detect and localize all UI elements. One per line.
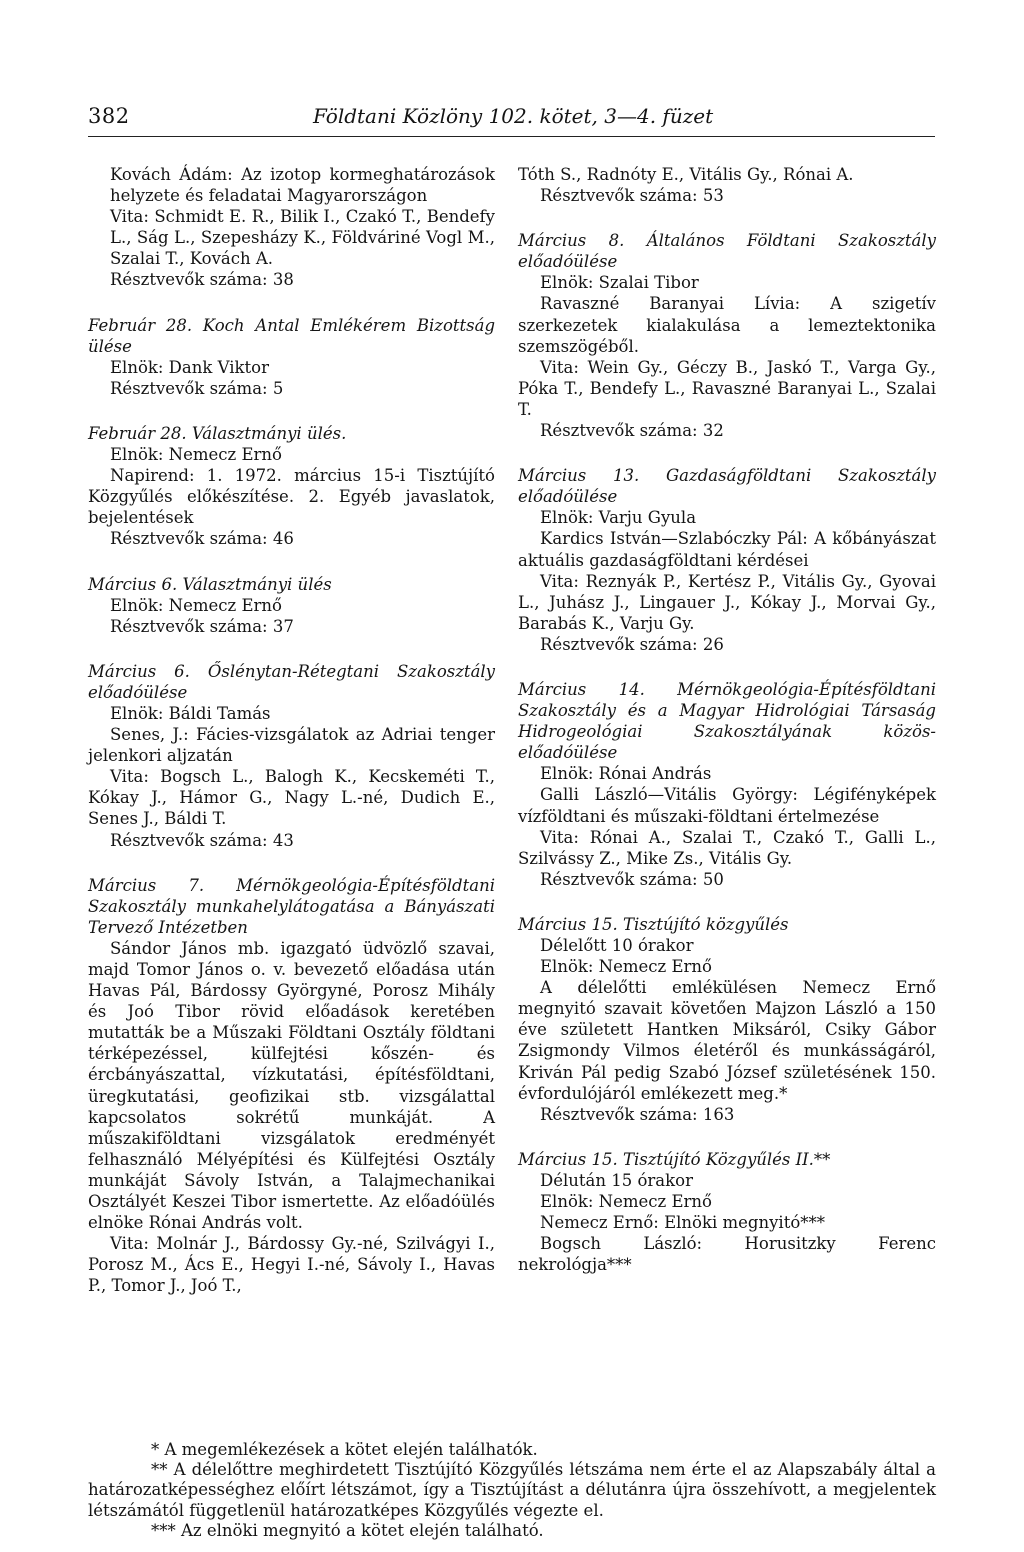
right-column bbox=[518, 164, 936, 1414]
participant-count: Résztvevők száma: 50 bbox=[540, 869, 724, 889]
page-header bbox=[88, 100, 935, 137]
agenda-text: Napirend: 1. 1972. március 15-i Tisztújító Közgyűlés előkészítése. 2. Egyéb javaslatok, bejelentések bbox=[88, 466, 495, 528]
chair-line: Elnök: Báldi Tamás bbox=[110, 703, 271, 723]
participant-count: Résztvevők száma: 26 bbox=[540, 634, 724, 654]
chair-line: Elnök: Varju Gyula bbox=[540, 508, 697, 528]
discussion-list: Vita: Reznyák P., Kertész P., Vitális Gy., Gyovai L., Juhász J., Lingauer J., Kókay J., Morvai Gy., Barabás K., Varju Gy. bbox=[518, 571, 936, 633]
lecture-title: Ravaszné Baranyai Lívia: A szigetív szerkezetek kialakulása a lemeztektonika szemszögéből. bbox=[518, 294, 936, 356]
time-line: Délután 15 órakor bbox=[540, 1170, 693, 1190]
entry-mar15-general-assembly-afternoon bbox=[518, 1149, 936, 1276]
discussion-list: Vita: Molnár J., Bárdossy Gy.-né, Szilvágyi I., Porosz M., Ács E., Hegyi I.-né, Sávoly I., Havas P., Tomor J., Joó T., bbox=[88, 1234, 495, 1296]
participant-count: Résztvevők száma: 43 bbox=[110, 830, 294, 850]
entry-feb28-board-meeting bbox=[88, 423, 495, 550]
entry-kovach-lecture bbox=[88, 164, 495, 291]
chair-line: Elnök: Nemecz Ernő bbox=[540, 957, 712, 977]
entry-mar15-general-assembly-morning bbox=[518, 914, 936, 1125]
memorial-report-text: A délelőtti emlékülésen Nemecz Ernő megnyitó szavait követően Majzon László a 150 éve született Hantken Miksáról, Csiky Gábor Zsigmondy Vilmos életéről és munkásságáról, Kriván Pál pedig Szabó József születésének 150. évfordulójáról emlékezett meg.* bbox=[518, 978, 936, 1103]
agenda-item: Nemecz Ernő: Elnöki megnyitó*** bbox=[540, 1213, 826, 1233]
entry-heading: Február 28. Választmányi ülés. bbox=[88, 423, 347, 443]
participant-count: Résztvevők száma: 5 bbox=[110, 378, 284, 398]
lecture-title: Senes, J.: Fácies-vizsgálatok az Adriai tenger jelenkori aljzatán bbox=[88, 725, 495, 766]
footnotes bbox=[88, 1440, 936, 1541]
discussion-list: Vita: Bogsch L., Balogh K., Kecskeméti T., Kókay J., Hámor G., Nagy L.-né, Dudich E., Senes J., Báldi T. bbox=[88, 767, 495, 829]
entry-mar8-general-geology bbox=[518, 230, 936, 441]
footnote-3: *** Az elnöki megnyitó a kötet elején található. bbox=[151, 1520, 544, 1540]
lecture-title: Kardics István—Szlabóczky Pál: A kőbányászat aktuális gazdaságföldtani kérdései bbox=[518, 529, 936, 570]
discussion-list-continued: Tóth S., Radnóty E., Vitális Gy., Rónai A. bbox=[518, 165, 854, 184]
participant-count: Résztvevők száma: 46 bbox=[110, 529, 294, 549]
entry-heading: Március 7. Mérnökgeológia-Építésföldtani Szakosztály munkahelylátogatása a Bányászati Tervező Intézetben bbox=[88, 875, 495, 937]
lecture-title: Galli László—Vitális György: Légifényképek vízföldtani és műszaki-földtani értelmezése bbox=[518, 785, 936, 826]
participant-count: Résztvevők száma: 38 bbox=[110, 270, 294, 290]
discussion-list: Vita: Schmidt E. R., Bilik I., Czakó T., Bendefy L., Ság L., Szepesházy K., Földváriné Vogl M., Szalai T., Kovách A. bbox=[110, 207, 495, 269]
entry-mar7-continuation bbox=[518, 164, 936, 206]
participant-count: Résztvevők száma: 37 bbox=[110, 616, 294, 636]
footnote-2: ** A délelőttre meghirdetett Tisztújító Közgyűlés létszáma nem érte el az Alapszabály által a határozatképességhez előírt létszámot, így a Tisztújítást a délutánra újra összehívott, a megjelentek létszámától függetlenül határozatképes Közgyűlés végezte el. bbox=[88, 1460, 936, 1520]
chair-line: Elnök: Rónai András bbox=[540, 764, 712, 784]
chair-line: Elnök: Nemecz Ernő bbox=[110, 595, 282, 615]
chair-line: Elnök: Nemecz Ernő bbox=[110, 445, 282, 465]
entry-mar7-site-visit bbox=[88, 875, 495, 1297]
entry-mar6-board-meeting bbox=[88, 574, 495, 637]
participant-count: Résztvevők száma: 53 bbox=[540, 186, 724, 206]
chair-line: Elnök: Nemecz Ernő bbox=[540, 1192, 712, 1212]
agenda-item: Bogsch László: Horusitzky Ferenc nekrológja*** bbox=[518, 1234, 936, 1275]
left-column bbox=[88, 164, 495, 1414]
chair-line: Elnök: Szalai Tibor bbox=[540, 273, 699, 293]
entry-heading: Március 15. Tisztújító közgyűlés bbox=[518, 914, 789, 934]
entry-heading: Március 8. Általános Földtani Szakosztály előadóülése bbox=[518, 231, 936, 272]
page-number: 382 bbox=[88, 104, 130, 128]
entry-mar14-joint-session bbox=[518, 679, 936, 890]
time-line: Délelőtt 10 órakor bbox=[540, 936, 694, 955]
two-column-body bbox=[88, 164, 936, 1414]
entry-heading: Február 28. Koch Antal Emlékérem Bizottság ülése bbox=[88, 315, 495, 356]
entry-heading: Március 6. Őslénytan-Rétegtani Szakosztály előadóülése bbox=[88, 661, 495, 702]
running-title: Földtani Közlöny 102. kötet, 3—4. füzet bbox=[313, 104, 714, 128]
discussion-list: Vita: Rónai A., Szalai T., Czakó T., Galli L., Szilvássy Z., Mike Zs., Vitális Gy. bbox=[518, 827, 936, 868]
chair-line: Elnök: Dank Viktor bbox=[110, 357, 269, 377]
entry-mar6-paleontology-section bbox=[88, 661, 495, 851]
entry-feb28-koch-committee bbox=[88, 315, 495, 399]
entry-heading: Március 14. Mérnökgeológia-Építésföldtani Szakosztály és a Magyar Hidrológiai Társaság Hidrogeológiai Szakosztályának közös-előadóülése bbox=[518, 679, 936, 763]
participant-count: Résztvevők száma: 163 bbox=[540, 1104, 735, 1124]
visit-report-text: Sándor János mb. igazgató üdvözlő szavai, majd Tomor János o. v. bevezető előadása után Havas Pál, Bárdossy Györgyné, Porosz Mihály és Joó Tibor rövid előadások keretében mutatták be a Műszaki Földtani Osztály földtani térképezéssel, külfejtési kőszén- és ércbányászattal, vízkutatási, építésföldtani, üregkutatási, geofizikai stb. vizsgálattal kapcsolatos sokrétű munkáját. A műszakiföldtani vizsgálatok eredményét felhasználó Mélyépítési és Külfejtési Osztály munkáját Sávoly István, a Talajmechanikai Osztályét Keszei Tibor ismertette. Az előadóülés elnöke Rónai András volt. bbox=[88, 938, 495, 1233]
entry-mar13-economic-geology bbox=[518, 465, 936, 655]
lecture-title: Kovách Ádám: Az izotop kormeghatározások helyzete és feladatai Magyarországon bbox=[110, 165, 495, 206]
entry-heading: Március 15. Tisztújító Közgyűlés II.** bbox=[518, 1149, 831, 1169]
participant-count: Résztvevők száma: 32 bbox=[540, 421, 724, 441]
entry-heading: Március 13. Gazdaságföldtani Szakosztály előadóülése bbox=[518, 466, 936, 507]
discussion-list: Vita: Wein Gy., Géczy B., Jaskó T., Varga Gy., Póka T., Bendefy L., Ravaszné Baranyai L., Szalai T. bbox=[518, 357, 936, 419]
footnote-1: * A megemlékezések a kötet elején találhatók. bbox=[151, 1440, 538, 1459]
entry-heading: Március 6. Választmányi ülés bbox=[88, 574, 332, 594]
